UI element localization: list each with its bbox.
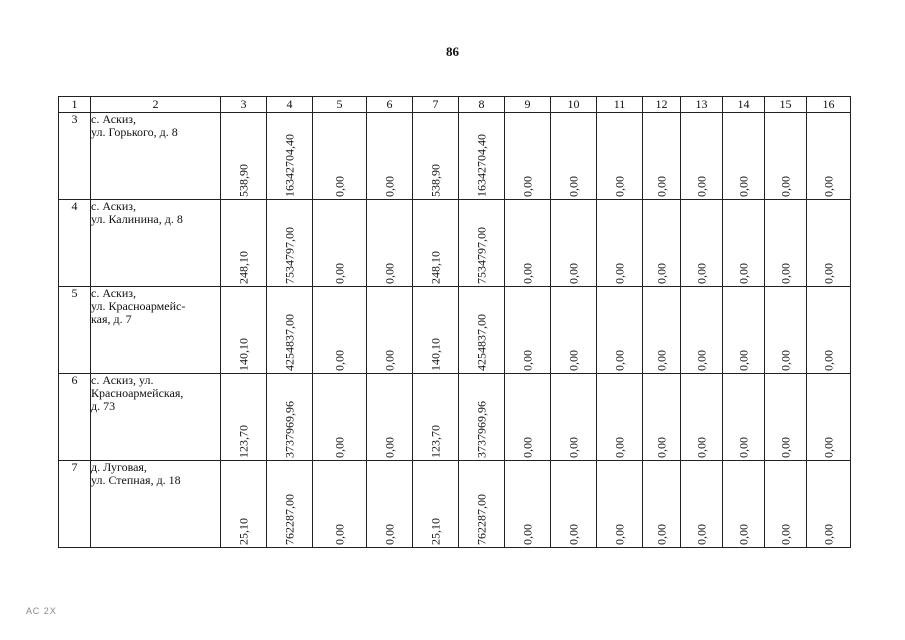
value-cell xyxy=(221,200,267,287)
value-cell xyxy=(723,200,765,287)
value-text: 0,00 xyxy=(778,176,792,197)
row-number: 3 xyxy=(59,113,91,200)
value-text: 0,00 xyxy=(612,176,626,197)
value-cell xyxy=(413,461,459,548)
value-cell xyxy=(807,461,851,548)
value-text: 762287,00 xyxy=(474,494,488,545)
value-cell xyxy=(723,113,765,200)
value-text: 0,00 xyxy=(736,524,750,545)
value-text: 25,10 xyxy=(236,518,250,545)
value-text: 0,00 xyxy=(612,263,626,284)
address-line: ул. Степная, д. 18 xyxy=(91,473,181,487)
value-cell xyxy=(505,287,551,374)
value-cell xyxy=(267,113,313,200)
column-header: 8 xyxy=(459,97,505,113)
value-text: 0,00 xyxy=(654,437,668,458)
value-text: 0,00 xyxy=(736,437,750,458)
table-row xyxy=(59,461,851,548)
value-cell xyxy=(551,287,597,374)
value-cell xyxy=(765,200,807,287)
value-text: 0,00 xyxy=(520,263,534,284)
column-header: 12 xyxy=(643,97,681,113)
value-cell xyxy=(681,374,723,461)
value-cell xyxy=(459,461,505,548)
value-text: 0,00 xyxy=(382,263,396,284)
value-cell xyxy=(459,200,505,287)
value-text: 4254837,00 xyxy=(474,314,488,371)
value-cell xyxy=(221,287,267,374)
value-cell xyxy=(367,113,413,200)
value-cell xyxy=(459,374,505,461)
value-cell xyxy=(807,287,851,374)
value-cell xyxy=(505,461,551,548)
address-line: Красноармейская, xyxy=(91,386,184,400)
value-cell xyxy=(597,374,643,461)
value-text: 140,10 xyxy=(428,338,442,371)
value-cell xyxy=(765,374,807,461)
value-text: 0,00 xyxy=(654,350,668,371)
value-text: 0,00 xyxy=(332,176,346,197)
value-text: 7534797,00 xyxy=(474,227,488,284)
row-number: 5 xyxy=(59,287,91,374)
value-text: 0,00 xyxy=(778,437,792,458)
value-text: 0,00 xyxy=(821,263,835,284)
column-header: 7 xyxy=(413,97,459,113)
value-text: 0,00 xyxy=(654,176,668,197)
value-text: 0,00 xyxy=(332,263,346,284)
value-cell xyxy=(597,287,643,374)
value-cell xyxy=(597,200,643,287)
value-text: 0,00 xyxy=(821,524,835,545)
value-cell xyxy=(643,113,681,200)
value-text: 0,00 xyxy=(332,524,346,545)
column-header: 2 xyxy=(91,97,221,113)
value-cell xyxy=(551,113,597,200)
row-number: 4 xyxy=(59,200,91,287)
value-cell xyxy=(505,374,551,461)
value-cell xyxy=(765,113,807,200)
value-text: 0,00 xyxy=(736,350,750,371)
address-line: д. Луговая, xyxy=(91,460,147,474)
value-cell xyxy=(267,200,313,287)
value-text: 0,00 xyxy=(566,176,580,197)
value-cell xyxy=(267,374,313,461)
value-text: 248,10 xyxy=(428,251,442,284)
value-text: 16342704,40 xyxy=(282,134,296,197)
address-cell xyxy=(91,374,221,461)
value-text: 0,00 xyxy=(566,350,580,371)
value-cell xyxy=(413,200,459,287)
column-header: 16 xyxy=(807,97,851,113)
value-text: 248,10 xyxy=(236,251,250,284)
address-line: ул. Калинина, д. 8 xyxy=(91,212,183,226)
value-cell xyxy=(313,113,367,200)
value-text: 123,70 xyxy=(236,425,250,458)
value-text: 0,00 xyxy=(520,176,534,197)
value-text: 3737969,96 xyxy=(474,401,488,458)
value-text: 25,10 xyxy=(428,518,442,545)
value-text: 0,00 xyxy=(654,263,668,284)
value-cell xyxy=(807,113,851,200)
value-text: 0,00 xyxy=(520,524,534,545)
value-text: 0,00 xyxy=(778,524,792,545)
table-row xyxy=(59,374,851,461)
value-cell xyxy=(551,374,597,461)
value-text: 0,00 xyxy=(736,263,750,284)
table-row xyxy=(59,200,851,287)
value-cell xyxy=(221,461,267,548)
value-cell xyxy=(765,461,807,548)
value-text: 7534797,00 xyxy=(282,227,296,284)
value-text: 0,00 xyxy=(520,437,534,458)
value-text: 0,00 xyxy=(566,437,580,458)
value-text: 0,00 xyxy=(332,350,346,371)
value-text: 0,00 xyxy=(520,350,534,371)
value-cell xyxy=(643,287,681,374)
value-text: 0,00 xyxy=(821,176,835,197)
value-text: 0,00 xyxy=(382,524,396,545)
value-text: 762287,00 xyxy=(282,494,296,545)
row-number: 7 xyxy=(59,461,91,548)
value-cell xyxy=(551,461,597,548)
value-cell xyxy=(505,113,551,200)
value-text: 16342704,40 xyxy=(474,134,488,197)
value-cell xyxy=(413,113,459,200)
value-text: 0,00 xyxy=(382,437,396,458)
value-cell xyxy=(267,287,313,374)
column-header: 1 xyxy=(59,97,91,113)
value-cell xyxy=(765,287,807,374)
column-header: 14 xyxy=(723,97,765,113)
value-cell xyxy=(413,374,459,461)
value-cell xyxy=(459,287,505,374)
value-text: 0,00 xyxy=(612,437,626,458)
value-text: 3737969,96 xyxy=(282,401,296,458)
value-cell xyxy=(313,287,367,374)
value-cell xyxy=(723,374,765,461)
column-header: 3 xyxy=(221,97,267,113)
value-cell xyxy=(367,461,413,548)
address-line: с. Аскиз, xyxy=(91,112,137,126)
value-text: 0,00 xyxy=(821,350,835,371)
address-line: с. Аскиз, xyxy=(91,286,137,300)
value-text: 0,00 xyxy=(332,437,346,458)
value-text: 0,00 xyxy=(694,437,708,458)
value-text: 0,00 xyxy=(694,350,708,371)
value-text: 123,70 xyxy=(428,425,442,458)
column-header: 11 xyxy=(597,97,643,113)
value-text: 0,00 xyxy=(694,263,708,284)
value-cell xyxy=(367,287,413,374)
value-cell xyxy=(505,200,551,287)
value-text: 0,00 xyxy=(612,524,626,545)
value-cell xyxy=(221,113,267,200)
value-text: 538,90 xyxy=(236,164,250,197)
address-line: кая, д. 7 xyxy=(91,312,132,326)
value-cell xyxy=(723,461,765,548)
value-cell xyxy=(267,461,313,548)
value-text: 0,00 xyxy=(821,437,835,458)
value-cell xyxy=(367,200,413,287)
value-cell xyxy=(313,374,367,461)
value-text: 0,00 xyxy=(566,263,580,284)
table-body xyxy=(59,97,851,548)
column-header: 10 xyxy=(551,97,597,113)
table-header-row xyxy=(59,97,851,113)
value-cell xyxy=(807,374,851,461)
value-text: 0,00 xyxy=(694,524,708,545)
address-cell xyxy=(91,200,221,287)
value-text: 0,00 xyxy=(612,350,626,371)
value-text: 538,90 xyxy=(428,164,442,197)
column-header: 15 xyxy=(765,97,807,113)
value-cell xyxy=(643,374,681,461)
value-text: 0,00 xyxy=(382,350,396,371)
value-cell xyxy=(551,200,597,287)
value-cell xyxy=(681,200,723,287)
value-text: 140,10 xyxy=(236,338,250,371)
value-text: 0,00 xyxy=(382,176,396,197)
footer-mark: АС 2Х xyxy=(26,606,57,616)
value-text: 4254837,00 xyxy=(282,314,296,371)
value-cell xyxy=(643,200,681,287)
value-cell xyxy=(643,461,681,548)
value-text: 0,00 xyxy=(654,524,668,545)
address-line: с. Аскиз, ул. xyxy=(91,373,154,387)
value-cell xyxy=(681,461,723,548)
address-cell xyxy=(91,113,221,200)
value-cell xyxy=(221,374,267,461)
address-cell xyxy=(91,287,221,374)
page-number: 86 xyxy=(446,44,459,59)
column-header: 9 xyxy=(505,97,551,113)
column-header: 6 xyxy=(367,97,413,113)
value-text: 0,00 xyxy=(566,524,580,545)
value-text: 0,00 xyxy=(778,263,792,284)
column-header: 5 xyxy=(313,97,367,113)
address-line: ул. Красноармейс- xyxy=(91,299,186,313)
address-line: д. 73 xyxy=(91,399,116,413)
value-cell xyxy=(597,461,643,548)
column-header: 13 xyxy=(681,97,723,113)
value-cell xyxy=(313,200,367,287)
value-cell xyxy=(723,287,765,374)
value-cell xyxy=(459,113,505,200)
value-cell xyxy=(313,461,367,548)
value-cell xyxy=(367,374,413,461)
value-cell xyxy=(413,287,459,374)
address-line: ул. Горького, д. 8 xyxy=(91,125,178,139)
value-text: 0,00 xyxy=(778,350,792,371)
address-cell xyxy=(91,461,221,548)
value-cell xyxy=(681,113,723,200)
value-cell xyxy=(597,113,643,200)
value-cell xyxy=(681,287,723,374)
table-row xyxy=(59,287,851,374)
data-table xyxy=(58,96,851,548)
value-text: 0,00 xyxy=(736,176,750,197)
table-row xyxy=(59,113,851,200)
column-header: 4 xyxy=(267,97,313,113)
value-cell xyxy=(807,200,851,287)
value-text: 0,00 xyxy=(694,176,708,197)
row-number: 6 xyxy=(59,374,91,461)
address-line: с. Аскиз, xyxy=(91,199,137,213)
